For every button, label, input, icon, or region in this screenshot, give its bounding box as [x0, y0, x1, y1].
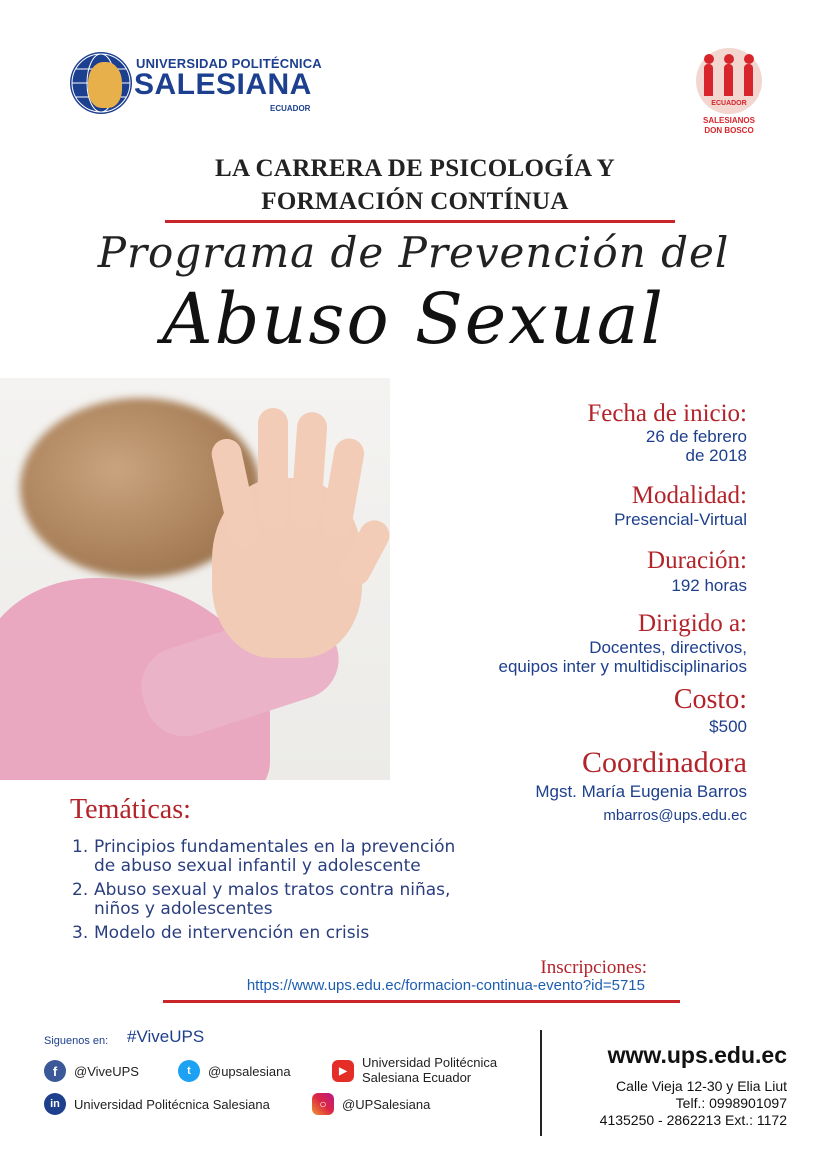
modality-label: Modalidad: [631, 482, 747, 509]
instagram-handle[interactable]: @UPSalesiana [342, 1097, 431, 1112]
salesianos-country: ECUADOR [711, 100, 747, 107]
duration-label: Duración: [647, 547, 747, 574]
cost-value: $500 [709, 717, 747, 736]
audience-value-2: equipos inter y multidisciplinarios [498, 657, 747, 676]
divider-rule [165, 220, 675, 223]
salesianos-logo [688, 48, 788, 148]
linkedin-icon[interactable]: in [44, 1093, 66, 1115]
ups-logo-country: ECUADOR [270, 104, 311, 113]
linkedin-handle[interactable]: Universidad Politécnica Salesiana [74, 1097, 270, 1112]
divider-rule [163, 1000, 680, 1003]
facebook-handle[interactable]: @ViveUPS [74, 1064, 139, 1079]
ups-globe-emblem [70, 52, 132, 114]
address: Calle Vieja 12-30 y Elia Liut [616, 1078, 787, 1094]
heading-line-1: LA CARRERA DE PSICOLOGÍA Y [215, 155, 615, 182]
topics-title: Temáticas: [70, 794, 191, 825]
heading-line-2: FORMACIÓN CONTÍNUA [261, 188, 569, 215]
audience-value-1: Docentes, directivos, [589, 638, 747, 657]
ups-logo-line1: UNIVERSIDAD POLITÉCNICA [136, 56, 322, 71]
phone: Telf.: 0998901097 [675, 1095, 787, 1111]
youtube-icon[interactable]: ▶ [332, 1060, 354, 1082]
child-hand-photo [0, 378, 390, 780]
topic-item: 2. Abuso sexual y malos tratos contra niñas, niños y adolescentes [72, 880, 451, 919]
twitter-icon[interactable]: t [178, 1060, 200, 1082]
hashtag[interactable]: #ViveUPS [127, 1027, 205, 1046]
modality-value: Presencial-Virtual [614, 510, 747, 529]
start-date-value-1: 26 de febrero [645, 427, 747, 446]
coordinator-name: Mgst. María Eugenia Barros [535, 782, 747, 801]
ups-logo [70, 48, 322, 118]
coordinator-email[interactable]: mbarros@ups.edu.ec [603, 807, 747, 824]
audience-label: Dirigido a: [637, 610, 747, 637]
ups-logo-line2: SALESIANA [134, 68, 312, 101]
phone-extension: 4135250 - 2862213 Ext.: 1172 [599, 1112, 787, 1128]
instagram-icon[interactable]: ○ [312, 1093, 334, 1115]
topic-item: 3. Modelo de intervención en crisis [72, 923, 370, 943]
salesianos-name: SALESIANOS DON BOSCO [702, 116, 755, 135]
topic-item: 1. Principios fundamentales en la prevención de abuso sexual infantil y adolescente [72, 837, 456, 876]
duration-value: 192 horas [671, 576, 747, 595]
coordinator-label: Coordinadora [582, 746, 747, 779]
start-date-value-2: de 2018 [685, 446, 747, 465]
program-title-line-2: Abuso Sexual [162, 278, 665, 360]
cost-label: Costo: [673, 684, 747, 715]
registration-label: Inscripciones: [540, 957, 647, 978]
program-title-line-1: Programa de Prevención del [97, 228, 730, 277]
twitter-handle[interactable]: @upsalesiana [208, 1064, 291, 1079]
registration-link[interactable]: https://www.ups.edu.ec/formacion-continua-evento?id=5715 [246, 977, 645, 994]
website-link[interactable]: www.ups.edu.ec [607, 1042, 787, 1068]
start-date-label: Fecha de inicio: [587, 400, 747, 427]
youtube-channel[interactable]: Universidad Politécnica Salesiana Ecuador [362, 1055, 498, 1085]
facebook-icon[interactable]: f [44, 1060, 66, 1082]
follow-label: Siguenos en: [44, 1035, 109, 1047]
footer-separator [540, 1030, 542, 1136]
